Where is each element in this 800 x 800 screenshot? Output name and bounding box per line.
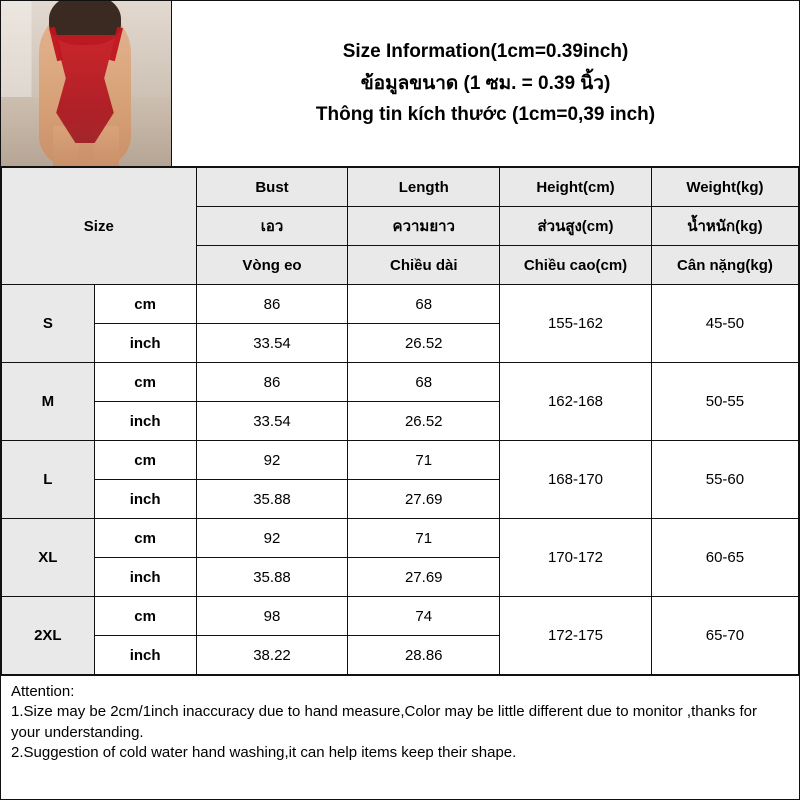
cell-weight: 65-70 — [651, 597, 798, 675]
table-row — [2, 441, 799, 480]
header-bust-en: Bust — [196, 168, 348, 207]
cell-height: 162-168 — [500, 363, 652, 441]
cell-height: 168-170 — [500, 441, 652, 519]
cell-size: M — [2, 363, 95, 441]
cell-bust-inch: 38.22 — [196, 636, 348, 675]
table-body — [2, 285, 799, 675]
cell-weight: 45-50 — [651, 285, 798, 363]
cell-bust-cm: 92 — [196, 441, 348, 480]
cell-unit-inch: inch — [94, 558, 196, 597]
table-header — [2, 168, 799, 285]
header-size: Size — [2, 168, 197, 285]
size-table — [1, 167, 799, 675]
attention-line-2: 2.Suggestion of cold water hand washing,it can help items keep their shape. — [11, 743, 517, 761]
title-vi: Thông tin kích thước (1cm=0,39 inch) — [315, 104, 656, 126]
cell-weight: 60-65 — [651, 519, 798, 597]
cell-bust-cm: 92 — [196, 519, 348, 558]
header-weight-th: น้ำหนัก(kg) — [651, 207, 798, 246]
cell-length-cm: 71 — [348, 441, 500, 480]
header-weight-vi: Cân nặng(kg) — [651, 246, 798, 285]
cell-bust-cm: 86 — [196, 363, 348, 402]
cell-unit-cm: cm — [94, 285, 196, 324]
cell-bust-inch: 35.88 — [196, 480, 348, 519]
cell-bust-cm: 98 — [196, 597, 348, 636]
title-block — [172, 1, 799, 166]
cell-length-cm: 71 — [348, 519, 500, 558]
header-height-en: Height(cm) — [500, 168, 652, 207]
cell-bust-inch: 33.54 — [196, 324, 348, 363]
cell-bust-inch: 33.54 — [196, 402, 348, 441]
header-length-en: Length — [348, 168, 500, 207]
cell-length-cm: 68 — [348, 363, 500, 402]
cell-unit-inch: inch — [94, 324, 196, 363]
attention-block — [1, 675, 799, 771]
attention-heading: Attention: — [11, 683, 75, 700]
header-weight-en: Weight(kg) — [651, 168, 798, 207]
cell-size: S — [2, 285, 95, 363]
table-row — [2, 285, 799, 324]
cell-size: XL — [2, 519, 95, 597]
cell-length-inch: 27.69 — [348, 480, 500, 519]
title-en: Size Information(1cm=0.39inch) — [342, 41, 629, 63]
cell-unit-cm: cm — [94, 363, 196, 402]
table-row — [2, 597, 799, 636]
cell-unit-cm: cm — [94, 519, 196, 558]
table-row — [2, 363, 799, 402]
cell-height: 172-175 — [500, 597, 652, 675]
cell-unit-inch: inch — [94, 480, 196, 519]
cell-length-cm: 74 — [348, 597, 500, 636]
cell-height: 170-172 — [500, 519, 652, 597]
table-row — [2, 519, 799, 558]
header — [1, 1, 799, 167]
attention-line-1: 1.Size may be 2cm/1inch inaccuracy due to hand measure,Color may be little different due to monitor ,thanks for your understanding. — [11, 703, 762, 741]
header-height-th: ส่วนสูง(cm) — [500, 207, 652, 246]
header-row-en — [2, 168, 799, 207]
cell-unit-inch: inch — [94, 402, 196, 441]
product-photo — [1, 1, 172, 166]
cell-length-cm: 68 — [348, 285, 500, 324]
cell-unit-cm: cm — [94, 597, 196, 636]
cell-bust-inch: 35.88 — [196, 558, 348, 597]
cell-size: L — [2, 441, 95, 519]
header-bust-vi: Vòng eo — [196, 246, 348, 285]
header-length-th: ความยาว — [348, 207, 500, 246]
header-height-vi: Chiều cao(cm) — [500, 246, 652, 285]
cell-unit-cm: cm — [94, 441, 196, 480]
header-length-vi: Chiều dài — [348, 246, 500, 285]
header-bust-th: เอว — [196, 207, 348, 246]
cell-length-inch: 26.52 — [348, 324, 500, 363]
cell-height: 155-162 — [500, 285, 652, 363]
cell-length-inch: 28.86 — [348, 636, 500, 675]
cell-unit-inch: inch — [94, 636, 196, 675]
cell-length-inch: 27.69 — [348, 558, 500, 597]
cell-weight: 50-55 — [651, 363, 798, 441]
cell-size: 2XL — [2, 597, 95, 675]
title-th: ข้อมูลขนาด (1 ซม. = 0.39 นิ้ว) — [360, 72, 611, 94]
cell-weight: 55-60 — [651, 441, 798, 519]
cell-bust-cm: 86 — [196, 285, 348, 324]
cell-length-inch: 26.52 — [348, 402, 500, 441]
